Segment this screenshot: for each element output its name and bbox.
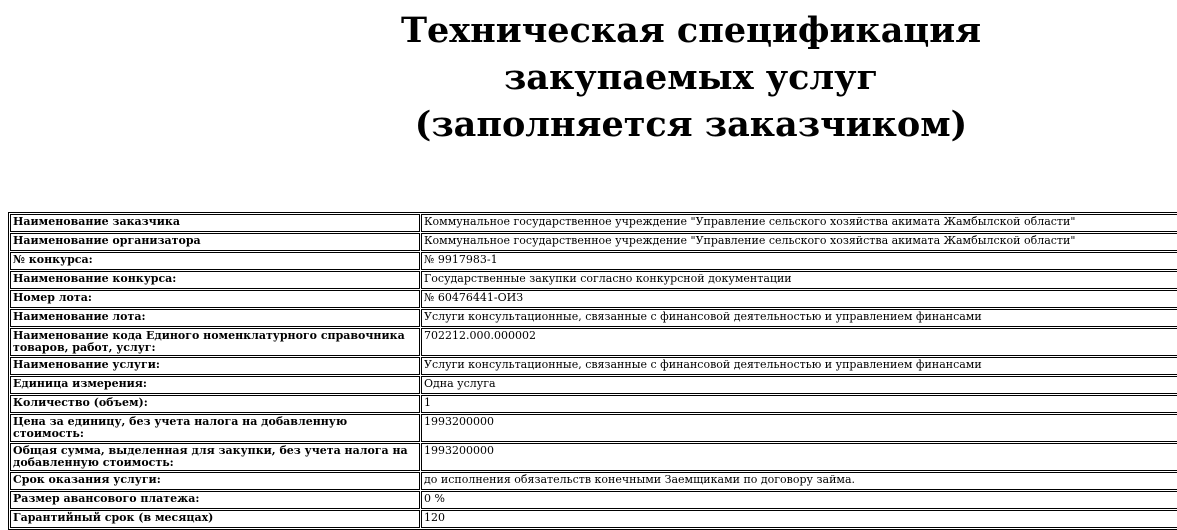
table-row [10, 252, 1177, 270]
row-label-unit-price: Цена за единицу, без учета налога на добавленную стоимость: [10, 414, 420, 442]
row-value-unit: Одна услуга [421, 376, 1177, 394]
row-label-unit: Единица измерения: [10, 376, 420, 394]
row-value-lot-number: № 60476441-ОИЗ [421, 290, 1177, 308]
table-row [10, 290, 1177, 308]
table-row [10, 491, 1177, 509]
row-label-tender-number: № конкурса: [10, 252, 420, 270]
table-row [10, 395, 1177, 413]
row-value-lot-name: Услуги консультационные, связанные с финансовой деятельностью и управлением финансами [421, 309, 1177, 327]
row-label-service-name: Наименование услуги: [10, 357, 420, 375]
row-label-organizer-name: Наименование организатора [10, 233, 420, 251]
table-row [10, 472, 1177, 490]
table-row [10, 510, 1177, 528]
row-value-quantity: 1 [421, 395, 1177, 413]
page-title-line-1: Техническая спецификация [400, 10, 982, 51]
row-value-tender-name: Государственные закупки согласно конкурсной документации [421, 271, 1177, 289]
table-row [10, 214, 1177, 232]
row-value-enstru-code: 702212.000.000002 [421, 328, 1177, 356]
row-value-warranty-period: 120 [421, 510, 1177, 528]
row-label-lot-name: Наименование лота: [10, 309, 420, 327]
row-label-customer-name: Наименование заказчика [10, 214, 420, 232]
row-value-organizer-name: Коммунальное государственное учреждение "Управление сельского хозяйства акимата Жамбылской области" [421, 233, 1177, 251]
row-value-customer-name: Коммунальное государственное учреждение "Управление сельского хозяйства акимата Жамбылской области" [421, 214, 1177, 232]
row-value-tender-number: № 9917983-1 [421, 252, 1177, 270]
table-row [10, 376, 1177, 394]
table-row [10, 233, 1177, 251]
table-row [10, 357, 1177, 375]
table-row [10, 271, 1177, 289]
row-label-quantity: Количество (объем): [10, 395, 420, 413]
table-row [10, 328, 1177, 356]
table-row [10, 309, 1177, 327]
page-title-line-3: (заполняется заказчиком) [414, 104, 968, 145]
row-label-tender-name: Наименование конкурса: [10, 271, 420, 289]
row-label-total-amount: Общая сумма, выделенная для закупки, без учета налога на добавленную стоимость: [10, 443, 420, 471]
row-value-advance-payment: 0 % [421, 491, 1177, 509]
row-label-advance-payment: Размер авансового платежа: [10, 491, 420, 509]
row-value-service-term: до исполнения обязательств конечными Заемщиками по договору займа. [421, 472, 1177, 490]
row-label-service-term: Срок оказания услуги: [10, 472, 420, 490]
specification-table [8, 212, 1177, 530]
row-label-lot-number: Номер лота: [10, 290, 420, 308]
page-title-line-2: закупаемых услуг [503, 57, 879, 98]
row-value-total-amount: 1993200000 [421, 443, 1177, 471]
row-value-service-name: Услуги консультационные, связанные с финансовой деятельностью и управлением финансами [421, 357, 1177, 375]
row-label-enstru-code: Наименование кода Единого номенклатурного справочника товаров, работ, услуг: [10, 328, 420, 356]
row-value-unit-price: 1993200000 [421, 414, 1177, 442]
table-row [10, 443, 1177, 471]
page-title [0, 7, 1177, 148]
row-label-warranty-period: Гарантийный срок (в месяцах) [10, 510, 420, 528]
table-row [10, 414, 1177, 442]
